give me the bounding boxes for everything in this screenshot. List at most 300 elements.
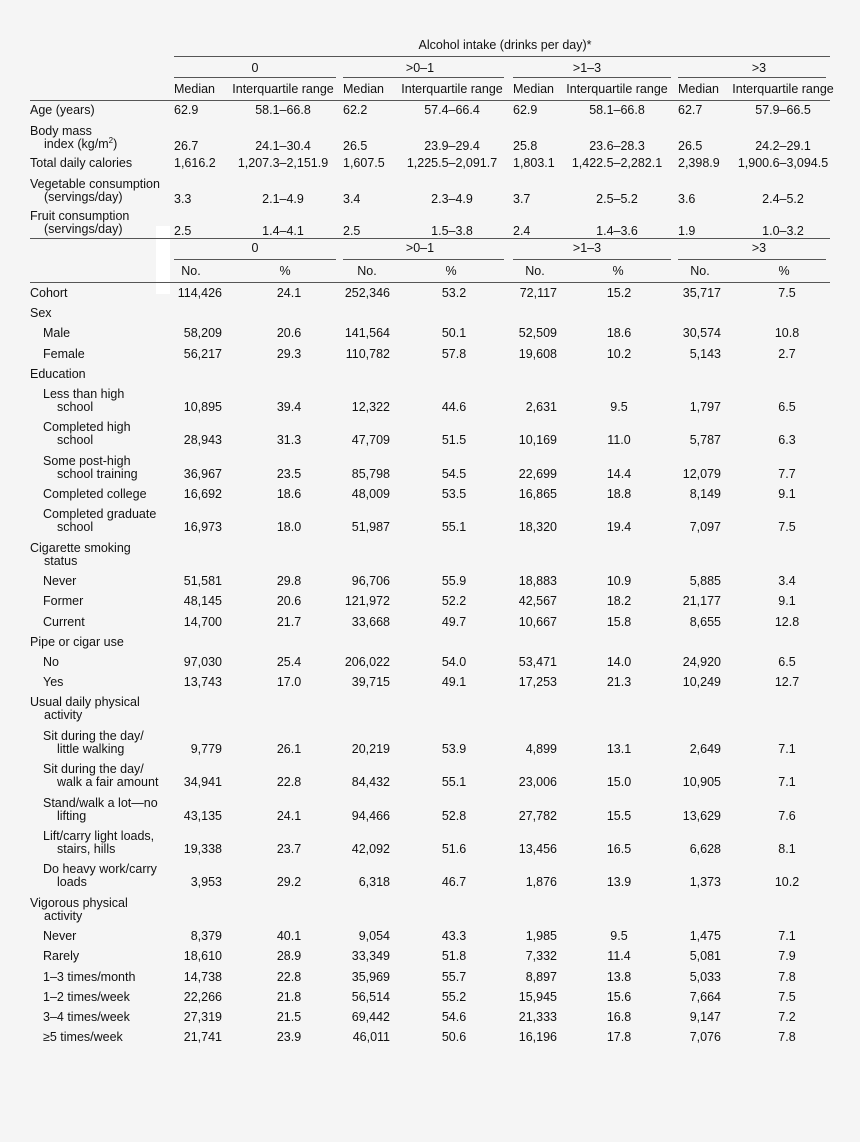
group-header: 0 — [251, 61, 259, 75]
table-cell: 30,574 — [682, 326, 721, 341]
row-label: Vegetable consumption — [30, 177, 160, 191]
table-cell: 8.1 — [778, 842, 796, 856]
row-label: Current — [43, 614, 85, 629]
group-header: >1–3 — [572, 241, 602, 255]
section-rule — [30, 238, 830, 239]
table-cell: 13.1 — [606, 741, 632, 756]
table-cell: 7.1 — [778, 929, 796, 944]
table-cell: 5,033 — [689, 969, 721, 984]
table-cell: 9,147 — [689, 1010, 721, 1024]
header-bottom-rule — [30, 100, 830, 101]
table-cell: 3.6 — [678, 192, 696, 206]
table-cell: 9.5 — [610, 929, 628, 944]
table-cell: 1,876 — [525, 875, 557, 890]
table-cell: 25.4 — [276, 655, 302, 669]
table-cell: 48,145 — [183, 594, 222, 609]
table-cell: 2.4 — [513, 224, 531, 238]
row-label: Stand/walk a lot—no — [43, 795, 158, 810]
table-cell: 16,196 — [518, 1030, 557, 1045]
table-cell: 6,628 — [689, 842, 721, 856]
table-cell: 18,883 — [518, 574, 557, 589]
table-cell: 39,715 — [351, 675, 390, 690]
table-cell: 7.5 — [778, 520, 796, 535]
table-cell: 18.8 — [606, 487, 632, 502]
table-cell: 26.7 — [174, 139, 199, 153]
row-label: Body mass — [30, 124, 92, 138]
row-label: Never — [43, 574, 77, 589]
count-header: No. — [357, 264, 377, 278]
table-cell: 27,782 — [518, 808, 557, 823]
table-cell: 39.4 — [276, 400, 302, 414]
table-cell: 1,803.1 — [513, 156, 555, 170]
table-cell: 46,011 — [352, 1030, 390, 1045]
row-label: Lift/carry light loads, — [43, 829, 155, 843]
median-header: Median — [513, 82, 554, 96]
row-label: Some post-high — [43, 453, 131, 468]
table-cell: 55.1 — [441, 520, 467, 535]
table-cell: 57.8 — [441, 346, 467, 361]
table-cell: 6.5 — [778, 655, 796, 669]
iqr-header: Interquartile range — [732, 82, 834, 96]
table-cell: 12.7 — [774, 675, 800, 690]
table-cell: 1,607.5 — [343, 156, 385, 170]
row-label: stairs, hills — [57, 842, 116, 856]
table-cell: 43,135 — [183, 808, 222, 823]
table-cell: 252,346 — [344, 286, 390, 300]
group-header: 0 — [251, 241, 259, 255]
table-cell: 21,741 — [183, 1030, 222, 1045]
table-cell: 62.2 — [343, 103, 368, 117]
table-cell: 55.7 — [441, 969, 467, 984]
row-label: Fruit consumption — [30, 209, 130, 223]
table-cell: 10.9 — [606, 574, 632, 589]
table-cell: 5,143 — [689, 346, 721, 361]
row-label: school — [57, 433, 94, 448]
table-cell: 51,987 — [351, 520, 390, 535]
table-cell: 2.7 — [778, 346, 796, 361]
table-cell: 17.8 — [606, 1030, 632, 1045]
table-cell: 18.6 — [606, 326, 632, 341]
table-cell: 7,664 — [689, 989, 721, 1004]
table-cell: 18.2 — [606, 594, 632, 609]
table-cell: 14.0 — [606, 655, 632, 669]
table-cell: 13,743 — [183, 675, 222, 690]
row-label: 1–3 times/month — [43, 969, 136, 984]
table-cell: 52,509 — [518, 326, 557, 341]
count-header: No. — [690, 264, 710, 278]
percent-header: % — [778, 264, 790, 278]
table-cell: 18.6 — [276, 487, 302, 502]
row-label: school — [57, 400, 94, 414]
table-cell: 13,456 — [518, 842, 557, 856]
table-cell: 23,006 — [518, 775, 557, 790]
table-cell: 1,797 — [689, 400, 721, 414]
percent-header: % — [612, 264, 624, 278]
table-cell: 29.8 — [276, 574, 302, 589]
table-cell: 11.4 — [607, 949, 631, 964]
table-cell: 19.4 — [606, 520, 632, 535]
row-label: little walking — [57, 741, 125, 756]
table-cell: 53,471 — [518, 655, 557, 669]
table-cell: 121,972 — [344, 594, 390, 609]
table-cell: 13.9 — [606, 875, 632, 890]
table-cell: 56,217 — [183, 346, 222, 361]
row-label: Yes — [43, 675, 64, 690]
table-cell: 51,581 — [183, 574, 222, 589]
table-cell: 55.1 — [441, 775, 467, 790]
table-caption: Alcohol intake (drinks per day)* — [418, 38, 592, 52]
table-cell: 57.4–66.4 — [424, 103, 480, 117]
table-cell: 20.6 — [276, 594, 302, 609]
table-cell: 7.5 — [778, 989, 796, 1004]
table-cell: 9.1 — [778, 594, 796, 609]
table-cell: 10,249 — [682, 675, 721, 690]
row-label: Male — [43, 326, 71, 341]
group-header: >3 — [751, 61, 767, 75]
table-cell: 24.1–30.4 — [255, 139, 311, 153]
row-label: school training — [57, 466, 138, 481]
table-cell: 21.8 — [276, 989, 302, 1004]
row-label: Former — [43, 594, 84, 609]
table-cell: 2.5 — [174, 224, 192, 238]
row-label: Rarely — [43, 949, 80, 964]
table-cell: 49.7 — [441, 614, 467, 629]
table-cell: 21,333 — [518, 1010, 557, 1024]
table-cell: 21.5 — [276, 1010, 302, 1024]
table-cell: 52.8 — [441, 808, 467, 823]
row-label: school — [57, 520, 94, 535]
table-cell: 53.9 — [441, 741, 467, 756]
table-cell: 46.7 — [441, 875, 467, 890]
table-cell: 19,338 — [183, 842, 222, 856]
table-cell: 54.0 — [441, 655, 467, 669]
table-cell: 2,398.9 — [678, 156, 720, 170]
table-cell: 2,649 — [689, 741, 721, 756]
table-cell: 8,655 — [689, 614, 721, 629]
median-header: Median — [174, 82, 215, 96]
table-cell: 94,466 — [351, 808, 390, 823]
table-cell: 36,967 — [183, 466, 222, 481]
table-cell: 6.3 — [778, 433, 796, 448]
table-cell: 18,610 — [183, 949, 222, 964]
table-cell: 1,616.2 — [174, 156, 216, 170]
table-cell: 55.2 — [441, 989, 467, 1004]
table-cell: 35,969 — [351, 969, 390, 984]
table-cell: 50.1 — [441, 326, 467, 341]
table-cell: 6,318 — [358, 875, 390, 890]
table-cell: 14.4 — [606, 466, 632, 481]
row-label: Sit during the day/ — [43, 762, 144, 777]
table-cell: 7.9 — [778, 949, 796, 964]
table-cell: 13,629 — [682, 808, 721, 823]
table-cell: 33,349 — [351, 949, 390, 964]
table-cell: 1,985 — [525, 929, 557, 944]
row-label: loads — [57, 875, 87, 890]
table-cell: 10,667 — [518, 614, 557, 629]
table-cell: 16.8 — [606, 1010, 632, 1024]
row-label: Completed college — [43, 487, 147, 502]
table-cell: 19,608 — [518, 346, 557, 361]
table-cell: 50.6 — [441, 1030, 467, 1045]
table-cell: 9,779 — [190, 741, 222, 756]
table-cell: 57.9–66.5 — [755, 103, 811, 117]
table-cell: 15.5 — [606, 808, 632, 823]
row-label: ≥5 times/week — [43, 1030, 123, 1045]
table-cell: 26.5 — [678, 139, 703, 153]
iqr-header: Interquartile range — [401, 82, 503, 96]
table-cell: 14,700 — [183, 614, 222, 629]
table-cell: 3.3 — [174, 192, 192, 206]
table-cell: 22,266 — [183, 989, 222, 1004]
table-cell: 7.8 — [778, 969, 796, 984]
row-label: Female — [43, 346, 85, 361]
table-cell: 22.8 — [276, 775, 302, 790]
table-cell: 23.7 — [276, 842, 302, 856]
table-cell: 15.2 — [606, 286, 632, 300]
table-cell: 15.8 — [606, 614, 632, 629]
table-cell: 16,865 — [518, 487, 557, 502]
table-cell: 21.7 — [276, 614, 302, 629]
table-cell: 29.3 — [276, 346, 302, 361]
group-rule — [513, 259, 671, 260]
row-label: Pipe or cigar use — [30, 634, 124, 649]
table-cell: 1,900.6–3,094.5 — [737, 156, 829, 170]
table-cell: 96,706 — [351, 574, 390, 589]
table-cell: 23.9–29.4 — [424, 139, 480, 153]
row-label: Sex — [30, 306, 52, 321]
table-cell: 15.0 — [606, 775, 632, 790]
table-cell: 26.1 — [276, 741, 302, 756]
group-header: >0–1 — [405, 241, 435, 255]
row-label: lifting — [57, 808, 87, 823]
table-cell: 3.4 — [778, 574, 796, 589]
row-label: Age (years) — [30, 103, 95, 117]
table-cell: 7,097 — [689, 520, 721, 535]
table-cell: 58,209 — [183, 326, 222, 341]
table-cell: 52.2 — [441, 594, 467, 609]
table-cell: 7.5 — [778, 286, 796, 300]
table-cell: 35,717 — [682, 286, 721, 300]
table-cell: 10.2 — [606, 346, 632, 361]
table-cell: 17,253 — [518, 675, 557, 690]
table-cell: 28,943 — [183, 433, 222, 448]
median-header: Median — [678, 82, 719, 96]
table-cell: 62.7 — [678, 103, 703, 117]
table-cell: 7,332 — [525, 949, 557, 964]
table-cell: 12.8 — [774, 614, 800, 629]
iqr-header: Interquartile range — [232, 82, 334, 96]
row-label: Cigarette smoking — [30, 540, 131, 555]
table-cell: 10.2 — [774, 875, 800, 890]
table-cell: 2,631 — [525, 400, 557, 414]
table-cell: 29.2 — [276, 875, 302, 890]
table-cell: 2.5–5.2 — [596, 192, 638, 206]
table-cell: 8,897 — [525, 969, 557, 984]
table-cell: 48,009 — [351, 487, 390, 502]
group-rule — [174, 77, 336, 78]
header-bottom-rule — [30, 282, 830, 283]
row-label: Do heavy work/carry — [43, 862, 157, 877]
group-header: >0–1 — [405, 61, 435, 75]
table-cell: 10,905 — [682, 775, 721, 790]
table-cell: 53.2 — [441, 286, 467, 300]
table-cell: 110,782 — [345, 346, 390, 361]
table-cell: 69,442 — [351, 1010, 390, 1024]
table-cell: 51.8 — [441, 949, 467, 964]
table-cell: 1,373 — [689, 875, 721, 890]
row-label: Usual daily physical — [30, 695, 140, 710]
table-cell: 17.0 — [276, 675, 302, 690]
median-header: Median — [343, 82, 384, 96]
table-cell: 62.9 — [174, 103, 199, 117]
row-label: (servings/day) — [44, 190, 123, 204]
table-cell: 58.1–66.8 — [589, 103, 645, 117]
table-cell: 1.9 — [678, 224, 696, 238]
row-label: Less than high — [43, 387, 125, 401]
table-cell: 34,941 — [183, 775, 222, 790]
count-header: No. — [525, 264, 545, 278]
table-cell: 21.3 — [606, 675, 632, 690]
percent-header: % — [445, 264, 457, 278]
row-label: (servings/day) — [44, 222, 123, 236]
table-cell: 114,426 — [177, 286, 222, 300]
table-cell: 1.0–3.2 — [762, 224, 804, 238]
table-cell: 6.5 — [778, 400, 796, 414]
table-cell: 54.6 — [441, 1010, 467, 1024]
table-cell: 7.1 — [778, 741, 796, 756]
table-cell: 3.7 — [513, 192, 531, 206]
table-cell: 15,945 — [518, 989, 557, 1004]
table-cell: 85,798 — [351, 466, 390, 481]
table-cell: 24.1 — [276, 286, 302, 300]
group-header: >3 — [751, 241, 767, 255]
table-cell: 4,899 — [525, 741, 557, 756]
table-cell: 62.9 — [513, 103, 538, 117]
table-cell: 42,567 — [518, 594, 557, 609]
table-cell: 16.5 — [606, 842, 632, 856]
table-cell: 7,076 — [689, 1030, 721, 1045]
table-cell: 24,920 — [682, 655, 721, 669]
group-rule — [343, 77, 504, 78]
row-label: activity — [44, 708, 83, 723]
row-label: Total daily calories — [30, 156, 133, 170]
table-cell: 40.1 — [276, 929, 302, 944]
table-cell: 14,738 — [183, 969, 222, 984]
table-cell: 3.4 — [343, 192, 361, 206]
row-label: Cohort — [30, 286, 68, 300]
table-cell: 3,953 — [190, 875, 222, 890]
table-cell: 2.5 — [343, 224, 361, 238]
table-cell: 10,169 — [518, 433, 557, 448]
table-cell: 1,225.5–2,091.7 — [406, 156, 498, 170]
table-cell: 7.1 — [778, 775, 796, 790]
table-cell: 44.6 — [441, 400, 467, 414]
table-cell: 49.1 — [441, 675, 467, 690]
table-cell: 10,895 — [183, 400, 222, 414]
table-cell: 55.9 — [441, 574, 467, 589]
table-cell: 24.2–29.1 — [755, 139, 811, 153]
group-header: >1–3 — [572, 61, 602, 75]
table-cell: 58.1–66.8 — [255, 103, 311, 117]
table-cell: 26.5 — [343, 139, 368, 153]
table-cell: 10.8 — [774, 326, 800, 341]
row-label: Education — [30, 366, 86, 381]
row-label: activity — [44, 908, 83, 923]
table-cell: 5,787 — [689, 433, 721, 448]
table-cell: 8,149 — [689, 487, 721, 502]
table-cell: 12,322 — [351, 400, 390, 414]
table-cell: 7.7 — [778, 466, 796, 481]
table-cell: 7.2 — [778, 1010, 796, 1024]
table-cell: 7.6 — [778, 808, 796, 823]
row-label: 3–4 times/week — [43, 1010, 130, 1024]
table-cell: 27,319 — [183, 1010, 222, 1024]
table-cell: 84,432 — [351, 775, 390, 790]
table-cell: 13.8 — [606, 969, 632, 984]
table-cell: 23.5 — [276, 466, 302, 481]
table-cell: 9,054 — [358, 929, 390, 944]
table-cell: 141,564 — [344, 326, 390, 341]
table-cell: 47,709 — [351, 433, 390, 448]
table-cell: 31.3 — [276, 433, 302, 448]
table-cell: 11.0 — [607, 433, 631, 448]
table-cell: 1,207.3–2,151.9 — [237, 156, 329, 170]
table-cell: 7.8 — [778, 1030, 796, 1045]
group-rule — [678, 259, 826, 260]
table-cell: 206,022 — [344, 655, 390, 669]
row-label: No — [43, 655, 59, 669]
table-cell: 28.9 — [276, 949, 302, 964]
group-rule — [343, 259, 504, 260]
table-cell: 22.8 — [276, 969, 302, 984]
table-cell: 5,885 — [689, 574, 721, 589]
table-cell: 1.4–3.6 — [596, 224, 638, 238]
table-cell: 51.5 — [441, 433, 467, 448]
row-label: Completed graduate — [43, 507, 157, 522]
row-label: Completed high — [43, 420, 131, 435]
table-cell: 1.5–3.8 — [431, 224, 473, 238]
table-cell: 25.8 — [513, 139, 538, 153]
percent-header: % — [279, 264, 291, 278]
table-cell: 16,692 — [183, 487, 222, 502]
table-cell: 72,117 — [519, 286, 557, 300]
table-cell: 2.3–4.9 — [431, 192, 473, 206]
group-rule — [513, 77, 671, 78]
table-cell: 33,668 — [351, 614, 390, 629]
table-cell: 18,320 — [518, 520, 557, 535]
table-cell: 1,475 — [689, 929, 721, 944]
row-label: Vigorous physical — [30, 895, 128, 910]
row-label: walk a fair amount — [57, 775, 159, 790]
table-cell: 21,177 — [682, 594, 721, 609]
table-cell: 18.0 — [276, 520, 302, 535]
table-cell: 97,030 — [183, 655, 222, 669]
row-label: status — [44, 553, 78, 568]
iqr-header: Interquartile range — [566, 82, 668, 96]
table-cell: 23.9 — [276, 1030, 302, 1045]
table-cell: 20.6 — [276, 326, 302, 341]
table-cell: 12,079 — [682, 466, 721, 481]
table-cell: 5,081 — [689, 949, 721, 964]
table-cell: 24.1 — [276, 808, 302, 823]
row-label: index $(kg/m^2)$ — [44, 136, 118, 151]
row-label: 1–2 times/week — [43, 989, 130, 1004]
table-cell: 9.1 — [778, 487, 796, 502]
table-cell: 1.4–4.1 — [262, 224, 304, 238]
table-cell: 15.6 — [606, 989, 632, 1004]
table-cell: 56,514 — [351, 989, 390, 1004]
table-cell: 16,973 — [183, 520, 222, 535]
